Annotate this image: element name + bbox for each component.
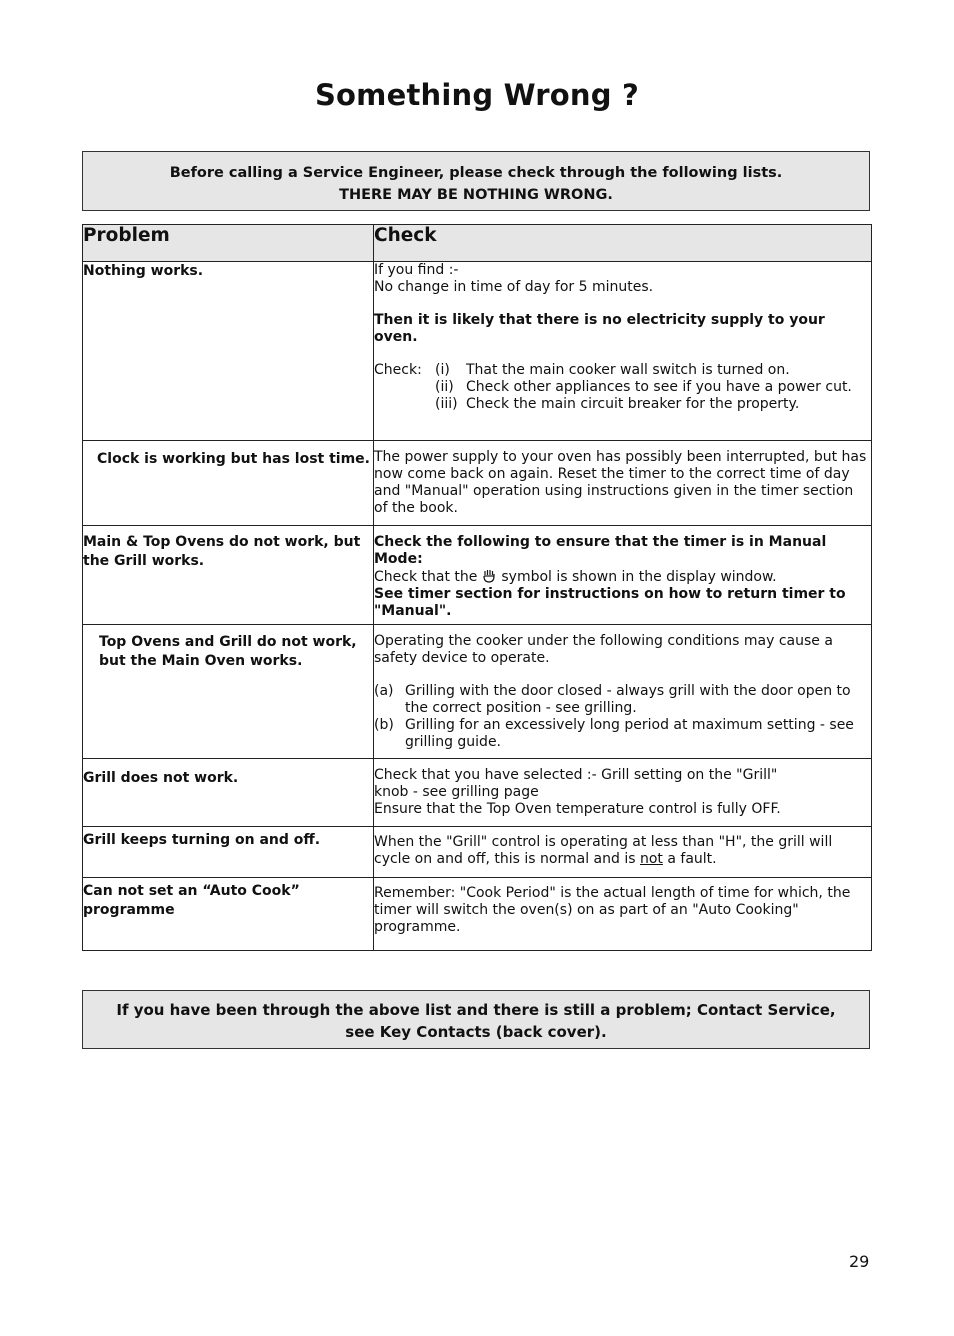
header-check: Check — [374, 225, 872, 262]
check-cell — [374, 262, 872, 441]
page-title: Something Wrong ? — [314, 78, 640, 112]
problem-cell: Can not set an “Auto Cook” programme — [83, 878, 374, 951]
check-text: Check that you have selected :- Grill setting on the "Grill" — [374, 767, 778, 783]
check-text-post: symbol is shown in the display window. — [501, 569, 777, 585]
list-marker: (i) — [435, 362, 450, 378]
check-text-post: a fault. — [667, 851, 717, 867]
problem-cell: Clock is working but has lost time. — [83, 441, 374, 526]
check-cell — [374, 827, 872, 878]
table-row — [83, 759, 872, 827]
notice-before-calling — [82, 151, 870, 211]
notice-contact-service — [82, 990, 870, 1049]
list-item: Grilling with the door closed - always grill with the door open to the correct position - see grilling. — [405, 683, 851, 716]
check-list — [374, 683, 871, 751]
notice-line: If you have been through the above list and there is still a problem; Contact Service, — [116, 1001, 836, 1019]
check-text: Ensure that the Top Oven temperature control is fully OFF. — [374, 801, 781, 817]
check-text: knob - see grilling page — [374, 784, 539, 800]
table-row — [83, 878, 872, 951]
check-cell — [374, 625, 872, 759]
problem-cell: Grill keeps turning on and off. — [83, 827, 374, 878]
problem-cell: Main & Top Ovens do not work, but the Grill works. — [83, 526, 374, 625]
check-cell: Remember: "Cook Period" is the actual length of time for which, the timer will switch the oven(s) on as part of an "Auto Cooking" programme. — [374, 878, 872, 951]
problem-cell: Nothing works. — [83, 262, 374, 441]
hand-icon — [481, 568, 497, 584]
table-row — [83, 441, 872, 526]
notice-line: THERE MAY BE NOTHING WRONG. — [339, 187, 613, 203]
table-row — [83, 827, 872, 878]
check-text-bold: Then it is likely that there is no electricity supply to your oven. — [374, 312, 825, 345]
list-item: Check other appliances to see if you have a power cut. — [466, 379, 852, 395]
header-problem: Problem — [83, 225, 374, 262]
table-header-row — [83, 225, 872, 262]
check-text-bold: See timer section for instructions on how to return timer to "Manual". — [374, 586, 846, 619]
problem-cell: Top Ovens and Grill do not work, but the Main Oven works. — [83, 625, 374, 759]
list-item: That the main cooker wall switch is turned on. — [466, 362, 790, 378]
list-marker: (ii) — [435, 379, 454, 395]
troubleshooting-table — [82, 224, 872, 951]
list-marker: (b) — [374, 717, 394, 733]
table-row — [83, 625, 872, 759]
table-row — [83, 262, 872, 441]
check-list — [374, 362, 871, 413]
notice-line: Before calling a Service Engineer, please check through the following lists. — [169, 165, 783, 181]
problem-cell: Grill does not work. — [83, 759, 374, 827]
table-row — [83, 526, 872, 625]
page-number: 29 — [849, 1252, 870, 1271]
check-text: Operating the cooker under the following conditions may cause a safety device to operate. — [374, 633, 833, 666]
check-text-pre: When the "Grill" control is operating at less than "H", the grill will cycle on and off, this is normal and is — [374, 834, 833, 867]
check-text-bold: Check the following to ensure that the timer is in Manual Mode: — [374, 534, 827, 567]
check-cell — [374, 526, 872, 625]
check-label: Check: — [374, 362, 422, 378]
check-cell — [374, 759, 872, 827]
check-text-pre: Check that the — [374, 569, 478, 585]
notice-line: see Key Contacts (back cover). — [345, 1023, 607, 1041]
check-text: If you find :- — [374, 262, 459, 278]
check-text — [374, 568, 871, 586]
list-marker: (iii) — [435, 396, 458, 412]
check-text: No change in time of day for 5 minutes. — [374, 279, 654, 295]
list-item: Check the main circuit breaker for the property. — [466, 396, 800, 412]
list-item: Grilling for an excessively long period at maximum setting - see grilling guide. — [405, 717, 854, 750]
check-cell: The power supply to your oven has possibly been interrupted, but has now come back on again. Reset the timer to the correct time of day and "Manual" operation using instructions given in the timer section of the book. — [374, 441, 872, 526]
check-text-underline: not — [639, 851, 663, 867]
list-marker: (a) — [374, 683, 394, 699]
